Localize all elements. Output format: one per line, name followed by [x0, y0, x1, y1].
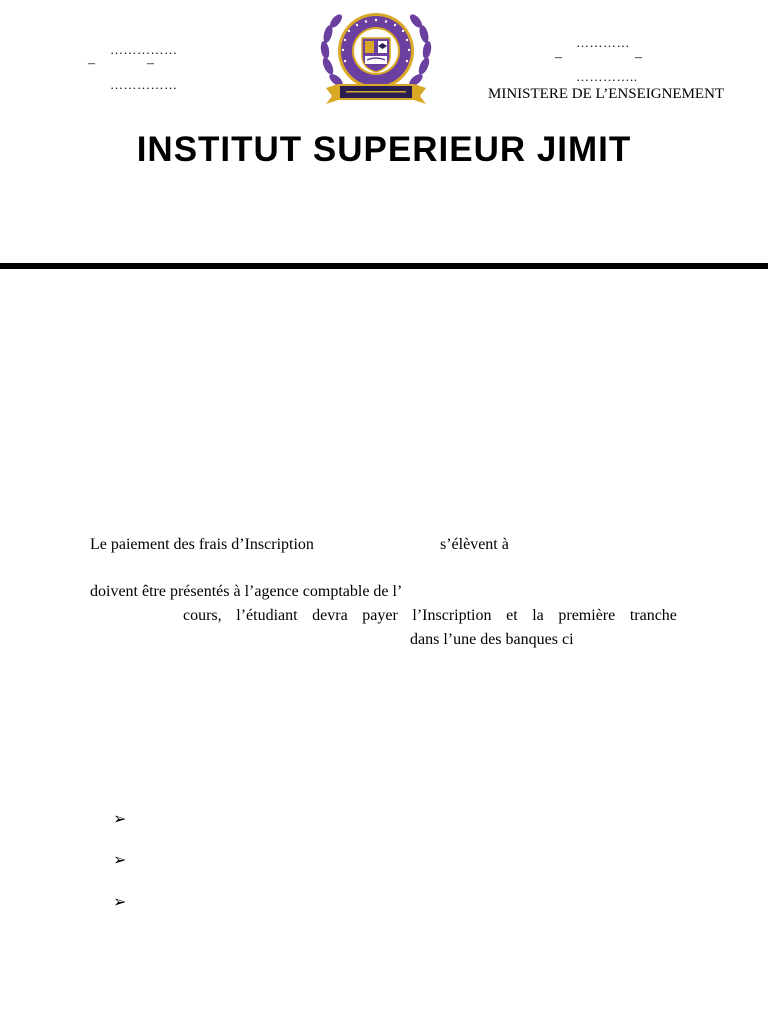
seal-icon: [316, 8, 436, 108]
body-line1-right: s’élèvent à: [440, 536, 509, 553]
header-right-dash-a: –: [555, 50, 562, 65]
body-line3-word: la: [532, 607, 544, 624]
header-right-dots-bottom: …………..: [576, 69, 638, 84]
header-left-dots-bottom: ……………: [110, 77, 178, 92]
body-line3-word: l’étudiant: [236, 607, 298, 624]
ministry-name: MINISTERE DE L’ENSEIGNEMENT: [488, 86, 725, 102]
bullet-arrow-icon: ➢: [113, 894, 127, 911]
body-line3-word: première: [558, 607, 616, 624]
header-left-dash-a: –: [88, 56, 95, 71]
body-line3-word: tranche: [629, 607, 677, 624]
header-left-dash-b: –: [147, 56, 154, 71]
body-line3-word: payer: [362, 607, 398, 624]
page-title: INSTITUT SUPERIEUR JIMIT: [136, 130, 632, 169]
body-line2: doivent être présentés à l’agence comptable de l’: [90, 583, 403, 600]
header-right-dots-top: …………: [576, 35, 630, 50]
body-line3-word: devra: [312, 607, 348, 624]
bullet-arrow-icon: ➢: [113, 811, 127, 828]
body-line1-left: Le paiement des frais d’Inscription: [90, 536, 314, 553]
header-left-dots-top: ……………: [110, 42, 178, 57]
bullet-arrow-icon: ➢: [113, 852, 127, 869]
body-line3-word: et: [506, 607, 518, 624]
body-line3-word: cours,: [183, 607, 222, 624]
body-line3: [183, 607, 677, 625]
header-divider: [0, 263, 768, 269]
body-line4: dans l’une des banques ci: [410, 631, 574, 648]
header-right-dash-b: –: [635, 50, 642, 65]
body-line3-word: l’Inscription: [412, 607, 492, 624]
institution-logo: [316, 8, 436, 113]
